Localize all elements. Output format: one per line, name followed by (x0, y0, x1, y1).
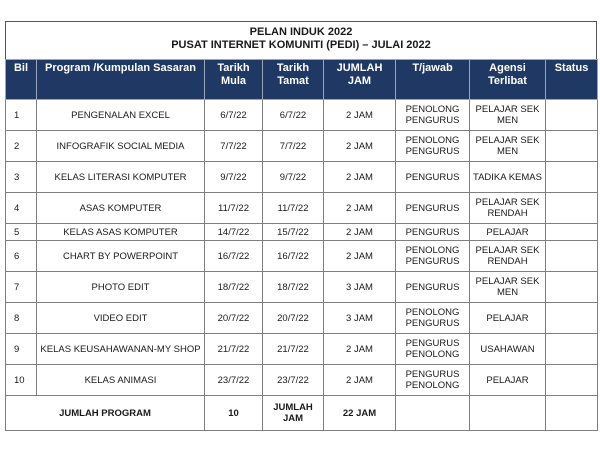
cell-bil: 1 (6, 100, 37, 131)
cell-bil: 4 (6, 193, 37, 224)
cell-agensi: TADIKA KEMAS (470, 162, 546, 193)
cell-mula: 14/7/22 (205, 224, 263, 241)
cell-tjawab: PENGURUS (396, 193, 470, 224)
header-program: Program /Kumpulan Sasaran (37, 60, 205, 100)
cell-status (546, 131, 598, 162)
title-line-2: PUSAT INTERNET KOMUNITI (PEDI) – JULAI 2022 (171, 39, 431, 51)
cell-tamat: 18/7/22 (263, 272, 324, 303)
cell-jam: 2 JAM (324, 224, 396, 241)
header-tarikh-mula: Tarikh Mula (205, 60, 263, 100)
cell-tjawab: PENOLONG PENGURUS (396, 303, 470, 334)
cell-mula: 16/7/22 (205, 241, 263, 272)
cell-bil: 7 (6, 272, 37, 303)
cell-status (546, 365, 598, 396)
cell-tamat: 23/7/22 (263, 365, 324, 396)
header-status: Status (546, 60, 598, 100)
cell-status (546, 224, 598, 241)
cell-agensi: PELAJAR (470, 224, 546, 241)
cell-tamat: 11/7/22 (263, 193, 324, 224)
cell-tjawab: PENGURUS PENOLONG (396, 365, 470, 396)
cell-tamat: 6/7/22 (263, 100, 324, 131)
cell-tjawab: PENOLONG PENGURUS (396, 131, 470, 162)
cell-tamat: 9/7/22 (263, 162, 324, 193)
cell-tjawab: PENGURUS (396, 224, 470, 241)
cell-jam: 2 JAM (324, 334, 396, 365)
cell-agensi: USAHAWAN (470, 334, 546, 365)
cell-tamat: 7/7/22 (263, 131, 324, 162)
table-row (6, 100, 598, 131)
cell-tamat: 16/7/22 (263, 241, 324, 272)
header-agensi: Agensi Terlibat (470, 60, 546, 100)
table-row (6, 303, 598, 334)
total-program-count: 10 (205, 396, 263, 431)
master-plan-sheet (5, 21, 597, 431)
program-table (5, 59, 598, 431)
cell-agensi: PELAJAR (470, 365, 546, 396)
cell-agensi: PELAJAR (470, 303, 546, 334)
cell-mula: 7/7/22 (205, 131, 263, 162)
cell-bil: 9 (6, 334, 37, 365)
cell-program: INFOGRAFIK SOCIAL MEDIA (37, 131, 205, 162)
cell-status (546, 100, 598, 131)
cell-mula: 6/7/22 (205, 100, 263, 131)
cell-bil: 5 (6, 224, 37, 241)
cell-status (546, 241, 598, 272)
cell-program: PHOTO EDIT (37, 272, 205, 303)
cell-tamat: 15/7/22 (263, 224, 324, 241)
cell-mula: 23/7/22 (205, 365, 263, 396)
cell-tamat: 21/7/22 (263, 334, 324, 365)
table-row (6, 272, 598, 303)
table-row (6, 241, 598, 272)
cell-tjawab: PENOLONG PENGURUS (396, 241, 470, 272)
cell-jam: 2 JAM (324, 100, 396, 131)
cell-jam: 3 JAM (324, 272, 396, 303)
table-row (6, 131, 598, 162)
cell-status (546, 162, 598, 193)
cell-jam: 2 JAM (324, 193, 396, 224)
total-program-label: JUMLAH PROGRAM (6, 396, 205, 431)
cell-status (546, 334, 598, 365)
cell-jam: 2 JAM (324, 131, 396, 162)
table-row (6, 224, 598, 241)
cell-mula: 20/7/22 (205, 303, 263, 334)
cell-jam: 2 JAM (324, 162, 396, 193)
cell-bil: 3 (6, 162, 37, 193)
cell-bil: 6 (6, 241, 37, 272)
table-header-row (6, 60, 598, 100)
table-row (6, 162, 598, 193)
cell-mula: 11/7/22 (205, 193, 263, 224)
cell-tjawab: PENGURUS (396, 162, 470, 193)
cell-agensi: PELAJAR SEK MEN (470, 272, 546, 303)
total-row (6, 396, 598, 431)
cell-program: VIDEO EDIT (37, 303, 205, 334)
cell-agensi: PELAJAR SEK RENDAH (470, 241, 546, 272)
cell-mula: 18/7/22 (205, 272, 263, 303)
cell-agensi: PELAJAR SEK MEN (470, 131, 546, 162)
cell-bil: 10 (6, 365, 37, 396)
cell-program: KELAS ASAS KOMPUTER (37, 224, 205, 241)
header-bil: Bil (6, 60, 37, 100)
cell-program: KELAS LITERASI KOMPUTER (37, 162, 205, 193)
cell-mula: 21/7/22 (205, 334, 263, 365)
document-title (5, 21, 597, 59)
total-empty-tjawab (396, 396, 470, 431)
cell-tamat: 20/7/22 (263, 303, 324, 334)
cell-jam: 2 JAM (324, 365, 396, 396)
header-tarikh-tamat: Tarikh Tamat (263, 60, 324, 100)
cell-status (546, 272, 598, 303)
header-tjawab: T/jawab (396, 60, 470, 100)
total-empty-agensi (470, 396, 546, 431)
table-row (6, 365, 598, 396)
cell-tjawab: PENGURUS (396, 272, 470, 303)
cell-jam: 3 JAM (324, 303, 396, 334)
table-row (6, 193, 598, 224)
cell-program: KELAS ANIMASI (37, 365, 205, 396)
cell-bil: 2 (6, 131, 37, 162)
table-row (6, 334, 598, 365)
cell-status (546, 303, 598, 334)
cell-agensi: PELAJAR SEK MEN (470, 100, 546, 131)
cell-jam: 2 JAM (324, 241, 396, 272)
cell-mula: 9/7/22 (205, 162, 263, 193)
cell-tjawab: PENGURUS PENOLONG (396, 334, 470, 365)
cell-program: CHART BY POWERPOINT (37, 241, 205, 272)
cell-tjawab: PENOLONG PENGURUS (396, 100, 470, 131)
cell-status (546, 193, 598, 224)
total-empty-status (546, 396, 598, 431)
total-jam-value: 22 JAM (324, 396, 396, 431)
title-line-1: PELAN INDUK 2022 (249, 26, 353, 38)
cell-program: ASAS KOMPUTER (37, 193, 205, 224)
cell-program: PENGENALAN EXCEL (37, 100, 205, 131)
cell-program: KELAS KEUSAHAWANAN-MY SHOP (37, 334, 205, 365)
total-jam-label: JUMLAH JAM (263, 396, 324, 431)
cell-bil: 8 (6, 303, 37, 334)
header-jumlah-jam: JUMLAH JAM (324, 60, 396, 100)
cell-agensi: PELAJAR SEK RENDAH (470, 193, 546, 224)
